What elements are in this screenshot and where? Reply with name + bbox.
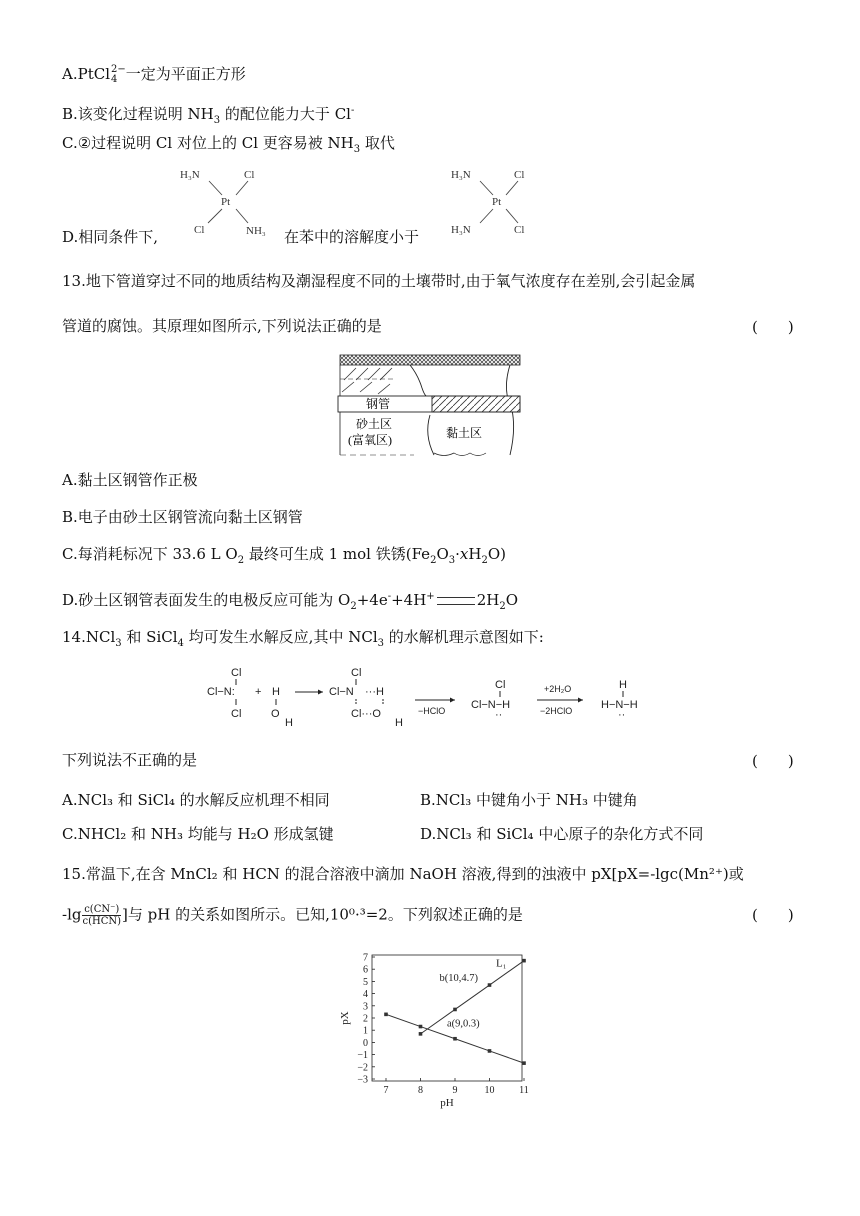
y-tick-label: 5: [363, 976, 368, 988]
data-point: [488, 983, 492, 987]
px-ph-chart: [330, 945, 530, 1115]
q13-c-dot: ·: [455, 545, 460, 563]
data-point: [453, 1008, 457, 1012]
data-point: [488, 1049, 492, 1053]
s1-top-left: H₃N: [180, 169, 200, 181]
q12-option-a-sup: 2−: [111, 64, 126, 75]
q13-c-sub2: 2: [430, 555, 437, 566]
q12-option-c-pre: C.②过程说明 Cl 对位上的 Cl 更容易被 NH: [62, 134, 354, 152]
q14-stem: [62, 627, 544, 654]
s1-bottom-right: NH₃: [246, 225, 266, 237]
data-point: [522, 959, 526, 963]
q12-option-a: [62, 64, 246, 85]
q13-c-sub3: 3: [448, 555, 456, 566]
q13-c-mid: 最终可生成 1 mol 铁锈(Fe: [244, 545, 431, 563]
q12-option-c: [62, 133, 395, 160]
y-tick-label: 3: [363, 1001, 368, 1013]
q15-stem-line1: 15.常温下,在含 MnCl₂ 和 HCN 的混合溶液中滴加 NaOH 溶液,得到的浊液中 pX[pX=-lgc(Mn²⁺)或: [62, 865, 744, 883]
q14-option-d: D.NCl₃ 和 SiCl₄ 中心原子的杂化方式不同: [420, 825, 704, 843]
q12-option-c-sub: 3: [353, 144, 361, 155]
q15-fraction-denominator: c(HCN): [82, 916, 121, 927]
q14-option-a: A.NCl₃ 和 SiCl₄ 的水解反应机理不相同: [62, 791, 330, 809]
q12-option-a-text: A.PtCl: [62, 65, 110, 83]
q13-c-sub1: 2: [237, 555, 245, 566]
q15-stem-line2: [62, 904, 523, 927]
label-oxygen-rich: (富氧区): [348, 433, 392, 447]
s1-bottom-left: Cl: [194, 224, 205, 236]
q13-c-sub4: 2: [481, 555, 488, 566]
equals-sign: [437, 597, 475, 605]
q13-d-c: 2H: [476, 591, 500, 609]
y-tick-label: 6: [363, 964, 368, 976]
q13-option-d: [62, 587, 518, 617]
y-tick-label: 0: [363, 1037, 368, 1049]
q14-stem-mid: 和 SiCl: [121, 628, 178, 646]
q14-stem-pre: 14.NCl: [62, 628, 116, 646]
q13-d-pre: D.砂土区钢管表面发生的电极反应可能为 O: [62, 591, 351, 609]
q13-d-sup1: -: [387, 591, 392, 602]
q14-stem-mid2: 均可发生水解反应,其中 NCl: [183, 628, 378, 646]
data-point: [522, 1061, 526, 1065]
q13-option-b: B.电子由砂土区钢管流向黏土区钢管: [62, 508, 303, 526]
svg-text:Cl···O: Cl···O: [351, 708, 381, 720]
q15-stem-tail: ]与 pH 的关系如图所示。已知,10⁰·³=2。下列叙述正确的是: [122, 905, 523, 924]
point-annotation: b(10,4.7): [439, 973, 478, 985]
q14-stem-sub1: 3: [115, 638, 122, 649]
arrow-label-minus-2hclo: −2HClO: [540, 706, 573, 716]
q12-option-b-sub: 3: [213, 115, 221, 126]
label-clay-zone: 黏土区: [446, 426, 483, 440]
s2-top-right: Cl: [514, 169, 525, 181]
q13-c-end: O): [487, 545, 506, 563]
s2-bottom-right: Cl: [514, 224, 525, 236]
q13-answer-blank: ( ): [752, 318, 794, 336]
q12-option-c-tail: 取代: [360, 134, 395, 152]
q13-stem-line1: 13.地下管道穿过不同的地质结构及潮湿程度不同的土壤带时,由于氧气浓度存在差别,会引起金属: [62, 272, 696, 290]
x-tick-label: 10: [484, 1085, 495, 1096]
q12-option-b-pre: B.该变化过程说明 NH: [62, 105, 214, 123]
svg-text:··: ··: [618, 709, 626, 721]
svg-text:H: H: [395, 717, 403, 729]
q13-c-pre: C.每消耗标况下 33.6 L O: [62, 545, 238, 563]
q12-option-d-mid: 在苯中的溶解度小于: [284, 228, 420, 246]
x-axis-label: pH: [440, 1097, 454, 1109]
q12-option-b-mid: 的配位能力大于 Cl: [220, 105, 351, 123]
q13-option-c: [62, 544, 506, 571]
svg-text:Cl−N:: Cl−N:: [207, 686, 235, 698]
x-tick-label: 8: [418, 1085, 423, 1096]
series-label: L₁: [496, 957, 507, 970]
arrow-label-minus-hclo: −HClO: [418, 706, 446, 716]
q14-option-c: C.NHCl₂ 和 NH₃ 均能与 H₂O 形成氢键: [62, 825, 334, 843]
svg-text:Cl: Cl: [231, 708, 242, 720]
q13-d-d: O: [505, 591, 518, 609]
data-point: [419, 1032, 423, 1036]
data-point: [384, 1013, 388, 1017]
label-sandy-zone: 砂土区: [356, 417, 393, 431]
x-tick-label: 9: [452, 1085, 458, 1096]
q14-question: 下列说法不正确的是: [62, 751, 198, 769]
svg-text:Cl−N: Cl−N: [329, 686, 354, 698]
x-tick-label: 7: [383, 1085, 389, 1096]
q15-fraction-numerator: c(CN⁻): [84, 904, 120, 915]
s2-bottom-left: H₃N: [451, 224, 471, 236]
y-tick-label: 7: [363, 952, 368, 964]
svg-text:Cl: Cl: [231, 667, 242, 679]
data-point: [453, 1037, 457, 1041]
q14-stem-sub2: 4: [177, 638, 184, 649]
pipe-corrosion-figure: [334, 350, 524, 460]
q12-option-a-sub: 4: [111, 74, 118, 85]
y-tick-label: 4: [363, 989, 368, 1001]
svg-text:Cl: Cl: [495, 679, 506, 691]
y-tick-label: −2: [357, 1062, 368, 1074]
s2-top-left: H₃N: [451, 169, 471, 181]
svg-text:···H: ···H: [365, 686, 384, 698]
q13-d-a: +4e: [356, 591, 388, 609]
q13-stem-line2: 管道的腐蚀。其原理如图所示,下列说法正确的是: [62, 317, 382, 335]
q13-d-sub1: 2: [350, 601, 357, 612]
pt-complex-structure-2: [448, 163, 548, 243]
q13-option-a: A.黏土区钢管作正极: [62, 471, 198, 489]
svg-text:Cl−N−H: Cl−N−H: [471, 699, 511, 711]
q12-option-b: [62, 101, 354, 131]
q14-stem-sub3: 3: [377, 638, 384, 649]
q12-option-d-pre: D.相同条件下,: [62, 228, 159, 246]
svg-text:H: H: [285, 717, 293, 729]
q15-lg-prefix: -lg: [62, 905, 82, 924]
q12-option-b-sup: -: [350, 105, 355, 116]
s1-center: Pt: [221, 196, 231, 208]
svg-text:+: +: [255, 686, 262, 698]
q13-c-h: H: [468, 545, 482, 563]
svg-text:H−N−H: H−N−H: [601, 699, 638, 711]
arrow-label-plus-water: +2H₂O: [544, 684, 572, 694]
q14-stem-tail: 的水解机理示意图如下:: [384, 628, 544, 646]
q13-d-b: +4H: [391, 591, 427, 609]
s2-center: Pt: [492, 196, 502, 208]
x-tick-label: 11: [519, 1085, 529, 1096]
q15-fraction: [82, 904, 121, 927]
y-tick-label: 2: [363, 1013, 368, 1025]
q13-d-sub2: 2: [499, 601, 506, 612]
q13-d-sup2: +: [426, 591, 435, 602]
s1-top-right: Cl: [244, 169, 255, 181]
y-tick-label: −1: [357, 1050, 368, 1062]
y-axis-label: pX: [339, 1011, 351, 1025]
point-annotation: a(9,0.3): [447, 1018, 480, 1030]
q13-c-o: O: [436, 545, 449, 563]
q14-answer-blank: ( ): [752, 752, 794, 770]
label-steel-pipe: 钢管: [366, 397, 391, 411]
q12-option-a-tail: 一定为平面正方形: [125, 65, 246, 83]
svg-text:··: ··: [495, 709, 503, 721]
y-tick-label: −3: [357, 1074, 368, 1086]
pt-complex-structure-1: [176, 163, 276, 243]
svg-text:Cl: Cl: [351, 667, 362, 679]
y-tick-label: 1: [363, 1025, 368, 1037]
data-point: [419, 1025, 423, 1029]
q13-c-x: x: [459, 545, 469, 563]
svg-text:H: H: [272, 686, 280, 698]
q15-answer-blank: ( ): [752, 906, 794, 924]
svg-text:H: H: [619, 679, 627, 691]
ncl3-hydrolysis-mechanism: [205, 662, 665, 732]
svg-text:O: O: [271, 708, 280, 720]
q14-option-b: B.NCl₃ 中键角小于 NH₃ 中键角: [420, 791, 638, 809]
